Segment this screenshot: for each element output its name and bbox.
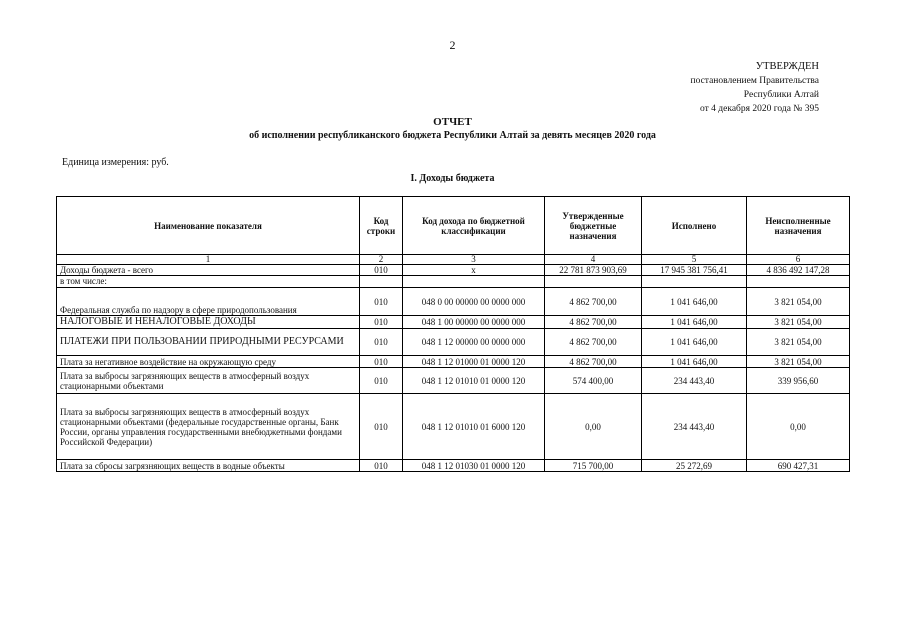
- approval-line: Республики Алтай: [743, 90, 819, 100]
- row-executed: 234 443,40: [642, 368, 747, 394]
- row-approved: 22 781 873 903,69: [545, 265, 642, 276]
- row-executed: 1 041 646,00: [642, 316, 747, 329]
- row-name: Доходы бюджета - всего: [57, 265, 360, 276]
- approval-line: постановлением Правительства: [690, 76, 819, 86]
- row-line-code: 010: [360, 329, 403, 356]
- row-line-code: 010: [360, 460, 403, 472]
- table-row: [57, 316, 850, 329]
- row-name: в том числе:: [57, 276, 360, 288]
- approval-line: УТВЕРЖДЕН: [755, 61, 819, 72]
- column-number: 1: [57, 255, 360, 265]
- row-name: ПЛАТЕЖИ ПРИ ПОЛЬЗОВАНИИ ПРИРОДНЫМИ РЕСУРСАМИ: [57, 329, 360, 356]
- row-income-code: x: [403, 265, 545, 276]
- section-title: I. Доходы бюджета: [410, 173, 495, 184]
- row-executed: 25 272,69: [642, 460, 747, 472]
- row-executed: [642, 276, 747, 288]
- header-approved: Утвержденные бюджетные назначения: [545, 197, 642, 255]
- header-name: Наименование показателя: [57, 197, 360, 255]
- row-approved: 0,00: [545, 394, 642, 460]
- row-name: Плата за негативное воздействие на окружающую среду: [57, 356, 360, 368]
- page-number: 2: [449, 38, 456, 52]
- header-income-code: Код дохода по бюджетной классификации: [403, 197, 545, 255]
- table-row: [57, 394, 850, 460]
- row-unexecuted: 339 956,60: [747, 368, 850, 394]
- row-executed: 1 041 646,00: [642, 329, 747, 356]
- report-title: ОТЧЕТ: [433, 116, 472, 128]
- row-income-code: 048 0 00 00000 00 0000 000: [403, 288, 545, 316]
- row-line-code: 010: [360, 368, 403, 394]
- row-name: НАЛОГОВЫЕ И НЕНАЛОГОВЫЕ ДОХОДЫ: [57, 316, 360, 329]
- row-unexecuted: 3 821 054,00: [747, 356, 850, 368]
- row-line-code: 010: [360, 394, 403, 460]
- row-unexecuted: 3 821 054,00: [747, 316, 850, 329]
- table-row: [57, 356, 850, 368]
- unit-label: Единица измерения: руб.: [62, 157, 169, 168]
- income-table: [56, 196, 850, 472]
- row-approved: [545, 276, 642, 288]
- approval-line: от 4 декабря 2020 года № 395: [700, 104, 819, 114]
- row-approved: 715 700,00: [545, 460, 642, 472]
- row-name: Плата за сбросы загрязняющих веществ в водные объекты: [57, 460, 360, 472]
- row-approved: 4 862 700,00: [545, 316, 642, 329]
- row-line-code: [360, 276, 403, 288]
- row-name: Федеральная служба по надзору в сфере природопользования: [57, 288, 360, 316]
- row-income-code: 048 1 12 00000 00 0000 000: [403, 329, 545, 356]
- row-unexecuted: 690 427,31: [747, 460, 850, 472]
- table-row: [57, 288, 850, 316]
- table-row: [57, 276, 850, 288]
- row-approved: 574 400,00: [545, 368, 642, 394]
- column-number-row: [57, 255, 850, 265]
- column-number: 5: [642, 255, 747, 265]
- column-number: 3: [403, 255, 545, 265]
- row-line-code: 010: [360, 288, 403, 316]
- row-line-code: 010: [360, 316, 403, 329]
- row-unexecuted: 3 821 054,00: [747, 288, 850, 316]
- row-income-code: 048 1 12 01010 01 0000 120: [403, 368, 545, 394]
- row-name: Плата за выбросы загрязняющих веществ в атмосферный воздух стационарными объектами (федеральные государственные органы, Банк России, органы управления государственными внебюджетными фондами Российской Федерации): [57, 394, 360, 460]
- row-income-code: 048 1 12 01010 01 6000 120: [403, 394, 545, 460]
- row-income-code: 048 1 00 00000 00 0000 000: [403, 316, 545, 329]
- row-executed: 1 041 646,00: [642, 356, 747, 368]
- row-approved: 4 862 700,00: [545, 356, 642, 368]
- table-header-row: [57, 197, 850, 255]
- row-unexecuted: 4 836 492 147,28: [747, 265, 850, 276]
- report-subtitle: об исполнении республиканского бюджета Республики Алтай за девять месяцев 2020 года: [249, 130, 656, 141]
- row-income-code: 048 1 12 01000 01 0000 120: [403, 356, 545, 368]
- row-unexecuted: 3 821 054,00: [747, 329, 850, 356]
- column-number: 6: [747, 255, 850, 265]
- row-unexecuted: [747, 276, 850, 288]
- row-line-code: 010: [360, 265, 403, 276]
- row-unexecuted: 0,00: [747, 394, 850, 460]
- table-row: [57, 460, 850, 472]
- row-executed: 17 945 381 756,41: [642, 265, 747, 276]
- header-line-code: Код строки: [360, 197, 403, 255]
- approval-stamp: [691, 60, 819, 116]
- header-unexecuted: Неисполненные назначения: [747, 197, 850, 255]
- table-row: [57, 329, 850, 356]
- column-number: 4: [545, 255, 642, 265]
- row-executed: 234 443,40: [642, 394, 747, 460]
- header-executed: Исполнено: [642, 197, 747, 255]
- row-name: Плата за выбросы загрязняющих веществ в атмосферный воздух стационарными объектами: [57, 368, 360, 394]
- row-line-code: 010: [360, 356, 403, 368]
- row-income-code: [403, 276, 545, 288]
- row-approved: 4 862 700,00: [545, 329, 642, 356]
- table-row: [57, 265, 850, 276]
- row-executed: 1 041 646,00: [642, 288, 747, 316]
- row-approved: 4 862 700,00: [545, 288, 642, 316]
- row-income-code: 048 1 12 01030 01 0000 120: [403, 460, 545, 472]
- table-row: [57, 368, 850, 394]
- column-number: 2: [360, 255, 403, 265]
